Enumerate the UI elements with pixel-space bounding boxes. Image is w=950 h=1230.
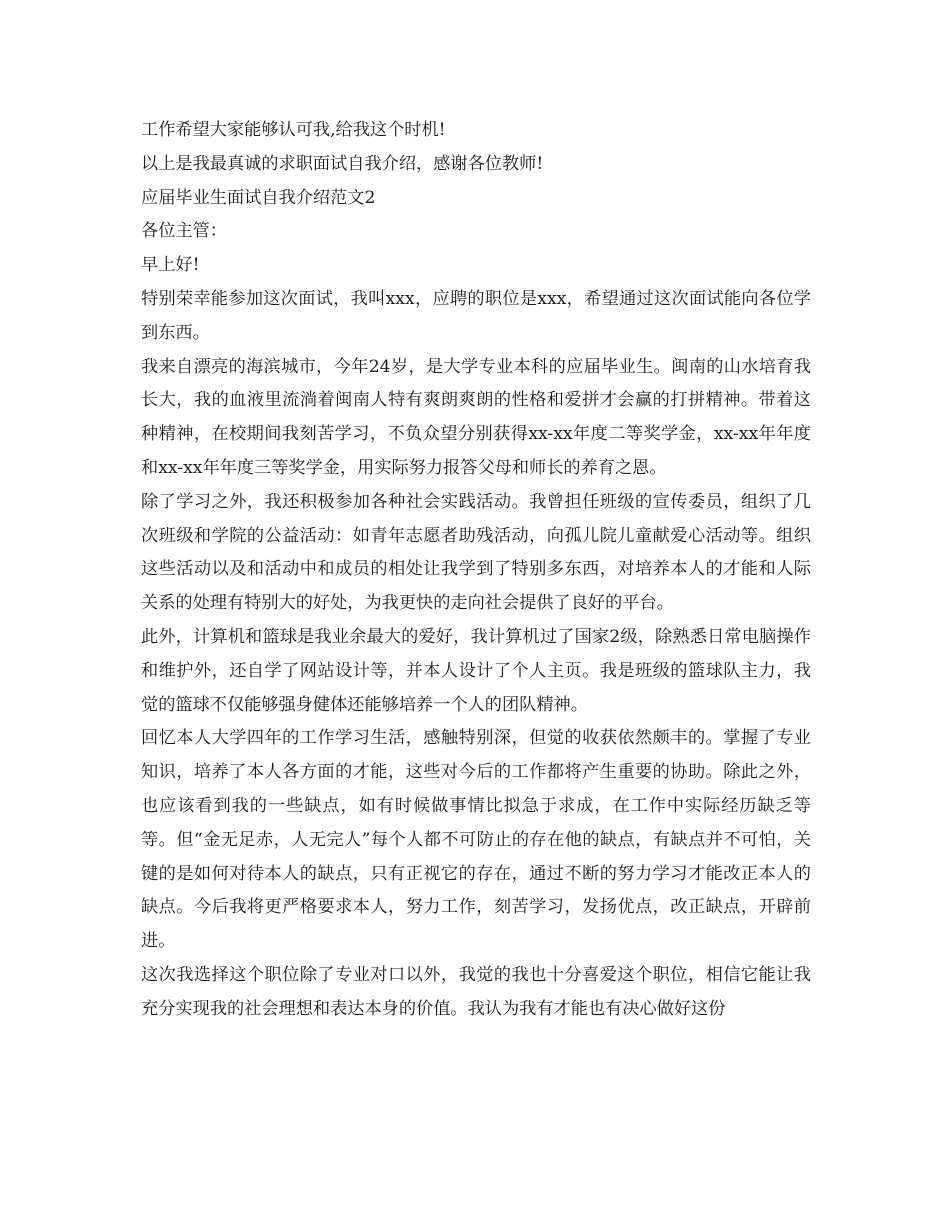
closing-line: 工作希望大家能够认可我,给我这个时机! — [141, 120, 446, 140]
paragraph-intro: 特别荣幸能参加这次面试，我叫xxx，应聘的职位是xxx，希望通过这次面试能向各位学到东西。 — [141, 288, 811, 343]
paragraph-background: 我来自漂亮的海滨城市，今年24岁，是大学专业本科的应届毕业生。闽南的山水培育我长大，我的血液里流淌着闽南人特有爽朗爽朗的性格和爱拼才会赢的打拼精神。带着这种精神，在校期间我刻苦学习，不负众望分别获得xx-xx年度二等奖学金，xx-xx年年度和xx-xx年年度三等奖学金，用实际努力报答父母和师长的养育之恩。 — [141, 356, 811, 478]
paragraph-reflection: 回忆本人大学四年的工作学习生活，感触特别深，但觉的收获依然颇丰的。掌握了专业知识，培养了本人各方面的才能，这些对今后的工作都将产生重要的协助。除此之外，也应该看到我的一些缺点，如有时候做事情比拟急于求成，在工作中实际经历缺乏等等。但“金无足赤，人无完人”每个人都不可防止的存在他的缺点，有缺点并不可怕，关键的是如何对待本人的缺点，只有正视它的存在，通过不断的努力学习才能改正本人的缺点。今后我将更严格要求本人，努力工作，刻苦学习，发扬优点，改正缺点，开辟前进。 — [141, 728, 811, 952]
section-title: 应届毕业生面试自我介绍范文2 — [141, 187, 376, 208]
thanks-line: 以上是我最真诚的求职面试自我介绍，感谢各位教师! — [141, 153, 544, 174]
document-body — [141, 114, 811, 1027]
paragraph-activities: 除了学习之外，我还积极参加各种社会实践活动。我曾担任班级的宣传委员，组织了几次班级和学院的公益活动：如青年志愿者助残活动，向孤儿院儿童献爱心活动等。组织这些活动以及和活动中和成员的相处让我学到了特别多东西，对培养本人的才能和人际关系的处理有特别大的好处，为我更快的走向社会提供了良好的平台。 — [141, 491, 811, 614]
paragraph-motivation: 这次我选择这个职位除了专业对口以外，我觉的我也十分喜爱这个职位，相信它能让我充分实现我的社会理想和表达本身的价值。我认为我有才能也有决心做好这份 — [141, 964, 811, 1019]
paragraph-hobbies: 此外，计算机和篮球是我业余最大的爱好，我计算机过了国家2级，除熟悉日常电脑操作和维护外，还自学了网站设计等，并本人设计了个人主页。我是班级的篮球队主力，我觉的篮球不仅能够强身健体还能够培养一个人的团队精神。 — [141, 626, 811, 715]
greeting: 早上好! — [141, 255, 200, 276]
salutation: 各位主管： — [141, 221, 227, 242]
